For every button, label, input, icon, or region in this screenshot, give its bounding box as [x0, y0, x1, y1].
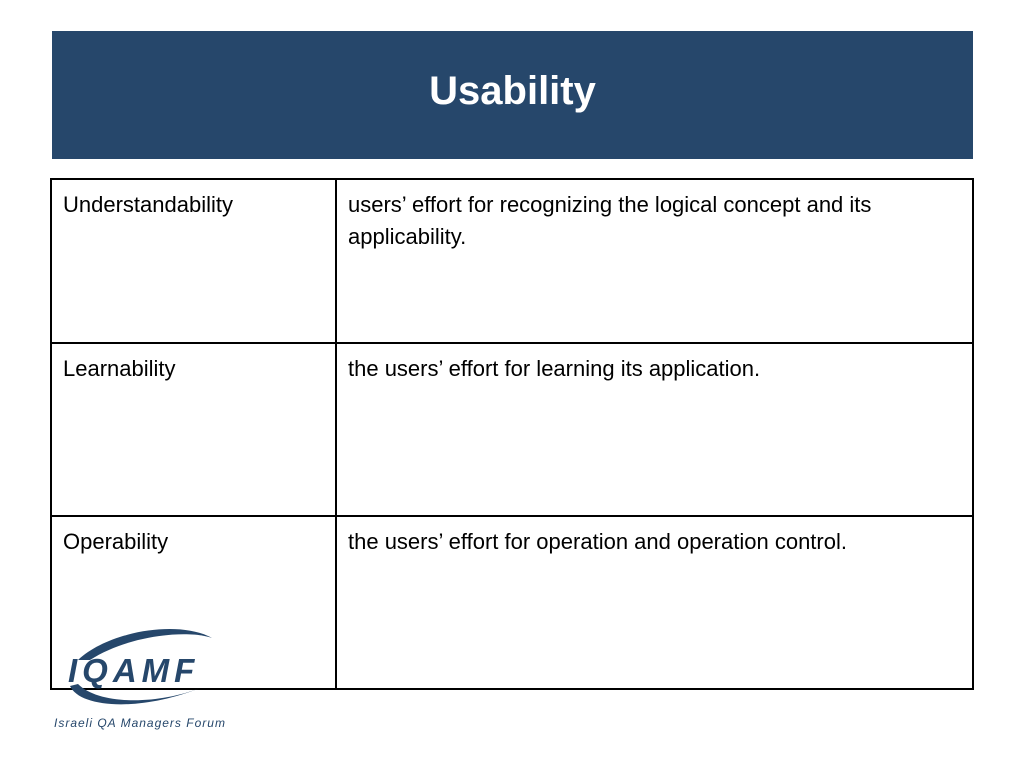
- logo-caption: Israeli QA Managers Forum: [54, 716, 226, 730]
- definition-cell: users’ effort for recognizing the logical concept and its applicability.: [336, 179, 973, 343]
- term-cell: Understandability: [51, 179, 336, 343]
- table-row: [51, 179, 973, 343]
- slide-title: Usability: [429, 68, 596, 113]
- logo-wordmark: IQAMF: [68, 652, 200, 689]
- definition-cell: the users’ effort for operation and operation control.: [336, 516, 973, 689]
- definition-cell: the users’ effort for learning its application.: [336, 343, 973, 516]
- usability-table: [50, 178, 974, 690]
- iqamf-logo-mark: [50, 624, 250, 714]
- term-cell: Operability: [51, 516, 336, 689]
- term-cell: Learnability: [51, 343, 336, 516]
- table-row: [51, 343, 973, 516]
- title-bar: [52, 31, 973, 159]
